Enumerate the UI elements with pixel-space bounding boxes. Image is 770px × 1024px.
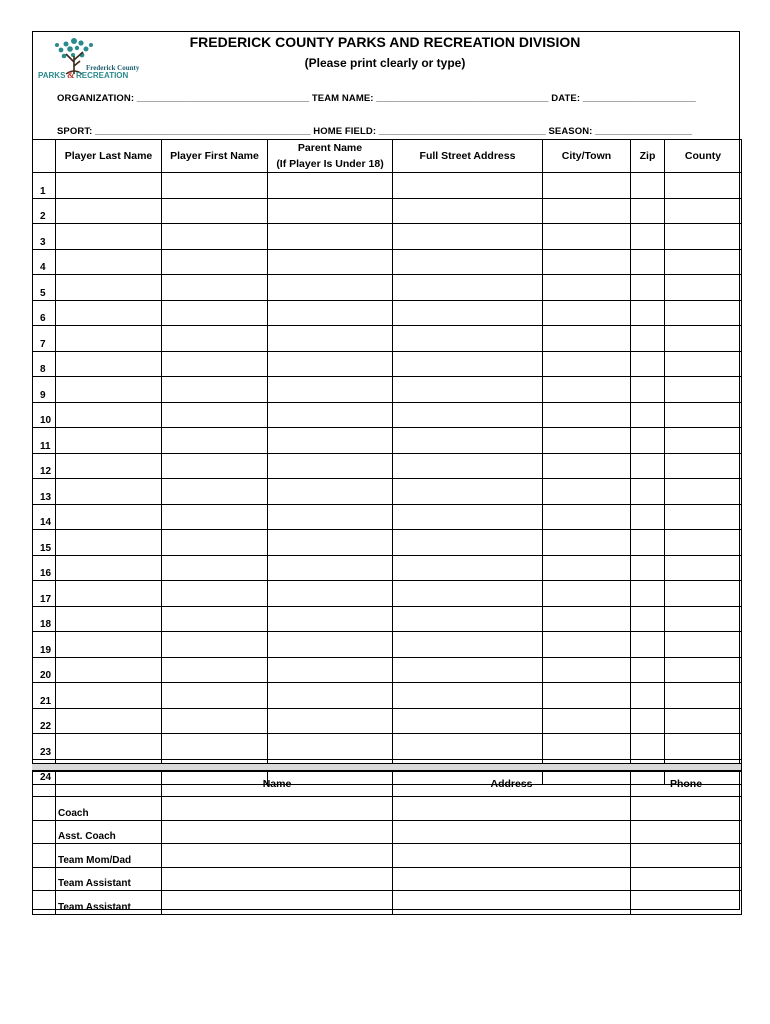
staff-row [33, 867, 742, 891]
sport-line[interactable]: SPORT: ________________________________________ HOME FIELD: _______________________________ SEASON: __________________ [57, 126, 693, 137]
col-player-last-name: Player Last Name [56, 140, 162, 173]
page-subtitle: (Please print clearly or type) [304, 56, 466, 70]
player-last-name-cell[interactable] [56, 683, 162, 709]
city-town-cell[interactable] [543, 326, 631, 352]
county-cell[interactable] [665, 377, 742, 403]
zip-cell[interactable] [631, 224, 665, 250]
city-town-cell[interactable] [543, 377, 631, 403]
staff-header-row [33, 772, 742, 797]
table-row [33, 632, 742, 658]
zip-cell[interactable] [631, 581, 665, 607]
parent-name-cell[interactable] [268, 377, 393, 403]
table-row [33, 708, 742, 734]
street-address-cell[interactable] [393, 657, 543, 683]
city-town-cell[interactable] [543, 402, 631, 428]
player-first-name-cell[interactable] [162, 402, 268, 428]
row-number: 3 [33, 224, 56, 250]
row-number: 11 [33, 428, 56, 454]
col-zip: Zip [631, 140, 665, 173]
player-last-name-cell[interactable] [56, 249, 162, 275]
player-last-name-cell[interactable] [56, 428, 162, 454]
table-row [33, 555, 742, 581]
player-first-name-cell[interactable] [162, 377, 268, 403]
table-row [33, 530, 742, 556]
staff-phone-cell[interactable] [631, 797, 742, 821]
row-number: 2 [33, 198, 56, 224]
parent-name-cell[interactable] [268, 734, 393, 760]
row-number: 5 [33, 275, 56, 301]
player-first-name-cell[interactable] [162, 632, 268, 658]
player-first-name-cell[interactable] [162, 300, 268, 326]
table-row [33, 683, 742, 709]
table-row [33, 734, 742, 760]
row-number: 7 [33, 326, 56, 352]
col-full-street-address: Full Street Address [393, 140, 543, 173]
county-cell[interactable] [665, 504, 742, 530]
player-last-name-cell[interactable] [56, 453, 162, 479]
zip-cell[interactable] [631, 249, 665, 275]
player-last-name-cell[interactable] [56, 504, 162, 530]
player-first-name-cell[interactable] [162, 657, 268, 683]
table-row [33, 428, 742, 454]
staff-table [32, 771, 742, 915]
player-first-name-cell[interactable] [162, 351, 268, 377]
parent-name-cell[interactable] [268, 708, 393, 734]
county-cell[interactable] [665, 453, 742, 479]
row-number: 20 [33, 657, 56, 683]
row-number: 1 [33, 173, 56, 199]
player-last-name-cell[interactable] [56, 479, 162, 505]
staff-name-cell[interactable] [162, 820, 393, 844]
parent-name-cell[interactable] [268, 504, 393, 530]
zip-cell[interactable] [631, 734, 665, 760]
city-town-cell[interactable] [543, 224, 631, 250]
staff-phone-cell[interactable] [631, 820, 742, 844]
county-cell[interactable] [665, 530, 742, 556]
parent-name-cell[interactable] [268, 581, 393, 607]
zip-cell[interactable] [631, 530, 665, 556]
street-address-cell[interactable] [393, 479, 543, 505]
col-staff-name: Name [162, 772, 393, 797]
zip-cell[interactable] [631, 173, 665, 199]
zip-cell[interactable] [631, 708, 665, 734]
staff-row [33, 891, 742, 915]
row-number: 4 [33, 249, 56, 275]
table-row [33, 377, 742, 403]
city-town-cell[interactable] [543, 351, 631, 377]
parent-name-cell[interactable] [268, 428, 393, 454]
staff-role-label: Team Assistant [56, 891, 162, 915]
row-number: 14 [33, 504, 56, 530]
row-number: 10 [33, 402, 56, 428]
player-first-name-cell[interactable] [162, 708, 268, 734]
row-number: 16 [33, 555, 56, 581]
city-town-cell[interactable] [543, 479, 631, 505]
city-town-cell[interactable] [543, 632, 631, 658]
staff-role-label: Coach [56, 797, 162, 821]
zip-cell[interactable] [631, 428, 665, 454]
city-town-cell[interactable] [543, 606, 631, 632]
city-town-cell[interactable] [543, 504, 631, 530]
zip-cell[interactable] [631, 555, 665, 581]
row-number: 24 [33, 759, 56, 785]
table-row [33, 657, 742, 683]
staff-row [33, 820, 742, 844]
col-county: County [665, 140, 742, 173]
street-address-cell[interactable] [393, 453, 543, 479]
zip-cell[interactable] [631, 479, 665, 505]
staff-blank-cell [33, 891, 56, 915]
row-number: 17 [33, 581, 56, 607]
zip-cell[interactable] [631, 683, 665, 709]
street-address-cell[interactable] [393, 734, 543, 760]
player-last-name-cell[interactable] [56, 275, 162, 301]
zip-cell[interactable] [631, 198, 665, 224]
zip-cell[interactable] [631, 402, 665, 428]
player-first-name-cell[interactable] [162, 479, 268, 505]
parent-name-note: (If Player Is Under 18) [276, 158, 384, 170]
player-first-name-cell[interactable] [162, 581, 268, 607]
zip-cell[interactable] [631, 657, 665, 683]
parent-name-cell[interactable] [268, 606, 393, 632]
player-last-name-cell[interactable] [56, 377, 162, 403]
row-number: 18 [33, 606, 56, 632]
player-last-name-cell[interactable] [56, 198, 162, 224]
player-last-name-cell[interactable] [56, 351, 162, 377]
player-first-name-cell[interactable] [162, 734, 268, 760]
zip-cell[interactable] [631, 504, 665, 530]
player-last-name-cell[interactable] [56, 224, 162, 250]
street-address-cell[interactable] [393, 224, 543, 250]
city-town-cell[interactable] [543, 581, 631, 607]
county-cell[interactable] [665, 606, 742, 632]
staff-address-cell[interactable] [393, 891, 631, 915]
table-row [33, 249, 742, 275]
table-row [33, 173, 742, 199]
table-row [33, 326, 742, 352]
staff-blank-header [33, 772, 56, 797]
street-address-cell[interactable] [393, 504, 543, 530]
row-number: 9 [33, 377, 56, 403]
staff-row [33, 797, 742, 821]
player-first-name-cell[interactable] [162, 555, 268, 581]
county-cell[interactable] [665, 275, 742, 301]
county-cell[interactable] [665, 479, 742, 505]
parent-name-cell[interactable] [268, 402, 393, 428]
street-address-cell[interactable] [393, 173, 543, 199]
zip-cell[interactable] [631, 377, 665, 403]
player-last-name-cell[interactable] [56, 555, 162, 581]
zip-cell[interactable] [631, 326, 665, 352]
county-cell[interactable] [665, 555, 742, 581]
city-town-cell[interactable] [543, 708, 631, 734]
parent-name-cell[interactable] [268, 173, 393, 199]
row-number: 6 [33, 300, 56, 326]
col-player-first-name: Player First Name [162, 140, 268, 173]
table-row [33, 402, 742, 428]
parent-name-cell[interactable] [268, 300, 393, 326]
street-address-cell[interactable] [393, 300, 543, 326]
row-number: 15 [33, 530, 56, 556]
player-first-name-cell[interactable] [162, 530, 268, 556]
street-address-cell[interactable] [393, 555, 543, 581]
col-staff-phone: Phone [631, 772, 742, 797]
staff-phone-cell[interactable] [631, 891, 742, 915]
street-address-cell[interactable] [393, 708, 543, 734]
player-first-name-cell[interactable] [162, 173, 268, 199]
street-address-cell[interactable] [393, 351, 543, 377]
street-address-cell[interactable] [393, 581, 543, 607]
city-town-cell[interactable] [543, 300, 631, 326]
county-cell[interactable] [665, 326, 742, 352]
row-number: 19 [33, 632, 56, 658]
city-town-cell[interactable] [543, 453, 631, 479]
street-address-cell[interactable] [393, 275, 543, 301]
zip-cell[interactable] [631, 275, 665, 301]
parent-name-cell[interactable] [268, 198, 393, 224]
staff-blank-cell [33, 797, 56, 821]
county-cell[interactable] [665, 428, 742, 454]
staff-name-cell[interactable] [162, 797, 393, 821]
player-first-name-cell[interactable] [162, 606, 268, 632]
street-address-cell[interactable] [393, 606, 543, 632]
staff-address-cell[interactable] [393, 867, 631, 891]
player-last-name-cell[interactable] [56, 734, 162, 760]
street-address-cell[interactable] [393, 428, 543, 454]
table-row [33, 300, 742, 326]
player-last-name-cell[interactable] [56, 173, 162, 199]
staff-name-cell[interactable] [162, 867, 393, 891]
staff-role-label: Team Mom/Dad [56, 844, 162, 868]
staff-phone-cell[interactable] [631, 844, 742, 868]
player-last-name-cell[interactable] [56, 581, 162, 607]
parent-name-cell[interactable] [268, 351, 393, 377]
staff-role-label: Team Assistant [56, 867, 162, 891]
county-cell[interactable] [665, 224, 742, 250]
col-city-town: City/Town [543, 140, 631, 173]
logo-text-parks: PARKS [38, 71, 66, 80]
city-town-cell[interactable] [543, 428, 631, 454]
street-address-cell[interactable] [393, 326, 543, 352]
player-last-name-cell[interactable] [56, 606, 162, 632]
player-last-name-cell[interactable] [56, 530, 162, 556]
parent-name-cell[interactable] [268, 326, 393, 352]
county-cell[interactable] [665, 351, 742, 377]
row-number-header [33, 140, 56, 173]
city-town-cell[interactable] [543, 683, 631, 709]
city-town-cell[interactable] [543, 198, 631, 224]
parent-name-cell[interactable] [268, 530, 393, 556]
player-last-name-cell[interactable] [56, 708, 162, 734]
street-address-cell[interactable] [393, 530, 543, 556]
player-first-name-cell[interactable] [162, 453, 268, 479]
parent-name-label: Parent Name [297, 142, 363, 154]
staff-blank-cell [33, 867, 56, 891]
staff-blank-cell [33, 820, 56, 844]
row-number: 21 [33, 683, 56, 709]
table-row [33, 479, 742, 505]
city-town-cell[interactable] [543, 555, 631, 581]
player-last-name-cell[interactable] [56, 657, 162, 683]
section-separator [32, 763, 741, 771]
players-header-row [33, 140, 742, 173]
county-cell[interactable] [665, 708, 742, 734]
player-first-name-cell[interactable] [162, 504, 268, 530]
county-cell[interactable] [665, 198, 742, 224]
players-table [32, 139, 742, 785]
staff-blank-cell [33, 844, 56, 868]
page-title: FREDERICK COUNTY PARKS AND RECREATION DIVISION [189, 34, 581, 50]
staff-phone-cell[interactable] [631, 867, 742, 891]
player-first-name-cell[interactable] [162, 428, 268, 454]
city-town-cell[interactable] [543, 275, 631, 301]
county-cell[interactable] [665, 683, 742, 709]
logo-text-amp: & [67, 70, 75, 80]
table-row [33, 606, 742, 632]
parent-name-cell[interactable] [268, 479, 393, 505]
logo-text-recreation: RECREATION [76, 71, 129, 80]
street-address-cell[interactable] [393, 402, 543, 428]
staff-row [33, 844, 742, 868]
street-address-cell[interactable] [393, 683, 543, 709]
parent-name-cell[interactable] [268, 657, 393, 683]
player-first-name-cell[interactable] [162, 326, 268, 352]
row-number: 8 [33, 351, 56, 377]
city-town-cell[interactable] [543, 657, 631, 683]
player-last-name-cell[interactable] [56, 326, 162, 352]
parent-name-cell[interactable] [268, 683, 393, 709]
zip-cell[interactable] [631, 453, 665, 479]
logo-text-top: Frederick County [86, 64, 140, 72]
street-address-cell[interactable] [393, 198, 543, 224]
street-address-cell[interactable] [393, 632, 543, 658]
player-first-name-cell[interactable] [162, 198, 268, 224]
staff-role-header [56, 772, 162, 797]
county-cell[interactable] [665, 632, 742, 658]
county-cell[interactable] [665, 581, 742, 607]
zip-cell[interactable] [631, 606, 665, 632]
row-number: 13 [33, 479, 56, 505]
organization-line[interactable]: ORGANIZATION: ________________________________ TEAM NAME: ________________________________ DATE: _____________________ [57, 93, 696, 104]
col-parent-name [268, 140, 393, 173]
county-cell[interactable] [665, 249, 742, 275]
player-first-name-cell[interactable] [162, 249, 268, 275]
city-town-cell[interactable] [543, 173, 631, 199]
parent-name-cell[interactable] [268, 224, 393, 250]
county-cell[interactable] [665, 402, 742, 428]
parent-name-cell[interactable] [268, 555, 393, 581]
table-row [33, 581, 742, 607]
player-last-name-cell[interactable] [56, 402, 162, 428]
staff-name-cell[interactable] [162, 891, 393, 915]
table-row [33, 453, 742, 479]
table-row [33, 275, 742, 301]
parent-name-cell[interactable] [268, 453, 393, 479]
zip-cell[interactable] [631, 351, 665, 377]
county-cell[interactable] [665, 173, 742, 199]
row-number: 12 [33, 453, 56, 479]
zip-cell[interactable] [631, 632, 665, 658]
county-cell[interactable] [665, 657, 742, 683]
staff-name-cell[interactable] [162, 844, 393, 868]
staff-address-cell[interactable] [393, 844, 631, 868]
table-row [33, 351, 742, 377]
staff-role-label: Asst. Coach [56, 820, 162, 844]
row-number: 22 [33, 708, 56, 734]
player-last-name-cell[interactable] [56, 632, 162, 658]
col-staff-address: Address [393, 772, 631, 797]
city-town-cell[interactable] [543, 249, 631, 275]
player-first-name-cell[interactable] [162, 275, 268, 301]
zip-cell[interactable] [631, 300, 665, 326]
row-number: 23 [33, 734, 56, 760]
player-first-name-cell[interactable] [162, 224, 268, 250]
parent-name-cell[interactable] [268, 275, 393, 301]
player-last-name-cell[interactable] [56, 300, 162, 326]
staff-address-cell[interactable] [393, 797, 631, 821]
staff-address-cell[interactable] [393, 820, 631, 844]
parent-name-cell[interactable] [268, 632, 393, 658]
city-town-cell[interactable] [543, 734, 631, 760]
county-cell[interactable] [665, 734, 742, 760]
player-first-name-cell[interactable] [162, 683, 268, 709]
county-cell[interactable] [665, 300, 742, 326]
table-row [33, 224, 742, 250]
city-town-cell[interactable] [543, 530, 631, 556]
parent-name-cell[interactable] [268, 249, 393, 275]
street-address-cell[interactable] [393, 249, 543, 275]
table-row [33, 504, 742, 530]
table-row [33, 198, 742, 224]
street-address-cell[interactable] [393, 377, 543, 403]
